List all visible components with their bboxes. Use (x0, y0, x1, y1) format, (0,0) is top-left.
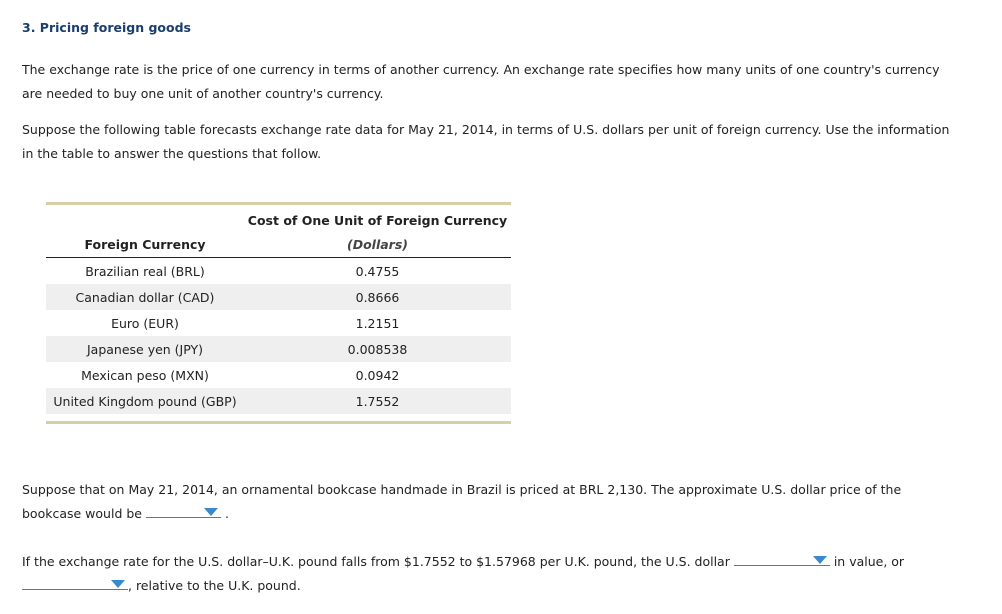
chevron-down-icon (111, 580, 125, 588)
table-row (46, 284, 511, 310)
exchange-rate-table (46, 202, 511, 424)
table-header (46, 205, 511, 258)
table-bottom-rule (46, 421, 511, 424)
cost-cell: 0.0942 (355, 367, 400, 383)
currency-cell: Japanese yen (JPY) (86, 341, 204, 357)
question-1-text: Suppose that on May 21, 2014, an ornamental bookcase handmade in Brazil is priced at BRL 2,130. The approximate U.S. dollar price of the bookcase would be (22, 482, 902, 521)
currency-cell: Canadian dollar (CAD) (75, 289, 215, 305)
appreciation-depreciation-dropdown[interactable] (22, 575, 128, 590)
col-header-cost-unit: (Dollars) (347, 237, 408, 252)
col-header-cost-title: Cost of One Unit of Foreign Currency (247, 213, 508, 228)
setup-paragraph: Suppose the following table forecasts exchange rate data for May 21, 2014, in terms of U.S. dollars per unit of foreign currency. Use the information in the table to answer the questions that follow. (22, 122, 950, 161)
col-header-cost (244, 205, 511, 257)
question-2 (22, 550, 957, 598)
question-2-text: If the exchange rate for the U.S. dollar–U.K. pound falls from $1.7552 to $1.57968 per U.K. pound, the U.S. dollar (22, 554, 730, 569)
table-row (46, 336, 511, 362)
cost-cell: 0.008538 (347, 341, 408, 357)
table-row (46, 258, 511, 284)
question-1 (22, 478, 957, 526)
table-row (46, 362, 511, 388)
intro-paragraph: The exchange rate is the price of one currency in terms of another currency. An exchange rate specifies how many units of one country's currency are needed to buy one unit of another country's currency. (22, 62, 940, 101)
section-title: 3. Pricing foreign goods (22, 20, 191, 35)
question-1-end: . (224, 506, 229, 521)
cost-cell: 1.7552 (355, 393, 400, 409)
currency-cell: Mexican peso (MXN) (81, 367, 209, 383)
table-row (46, 388, 511, 414)
dollar-value-change-dropdown[interactable] (734, 551, 830, 566)
cost-cell: 1.2151 (355, 315, 400, 331)
cost-cell: 0.4755 (355, 263, 400, 279)
col-header-currency: Foreign Currency (84, 237, 206, 252)
question-2-end: , relative to the U.K. pound. (128, 578, 301, 593)
question-2-middle: in value, or (833, 554, 905, 569)
currency-cell: Brazilian real (BRL) (85, 263, 205, 279)
currency-cell: Euro (EUR) (111, 315, 179, 331)
cost-cell: 0.8666 (355, 289, 400, 305)
currency-cell: United Kingdom pound (GBP) (53, 393, 237, 409)
table-row (46, 310, 511, 336)
chevron-down-icon (204, 508, 218, 516)
bookcase-price-dropdown[interactable] (146, 503, 221, 518)
chevron-down-icon (813, 556, 827, 564)
